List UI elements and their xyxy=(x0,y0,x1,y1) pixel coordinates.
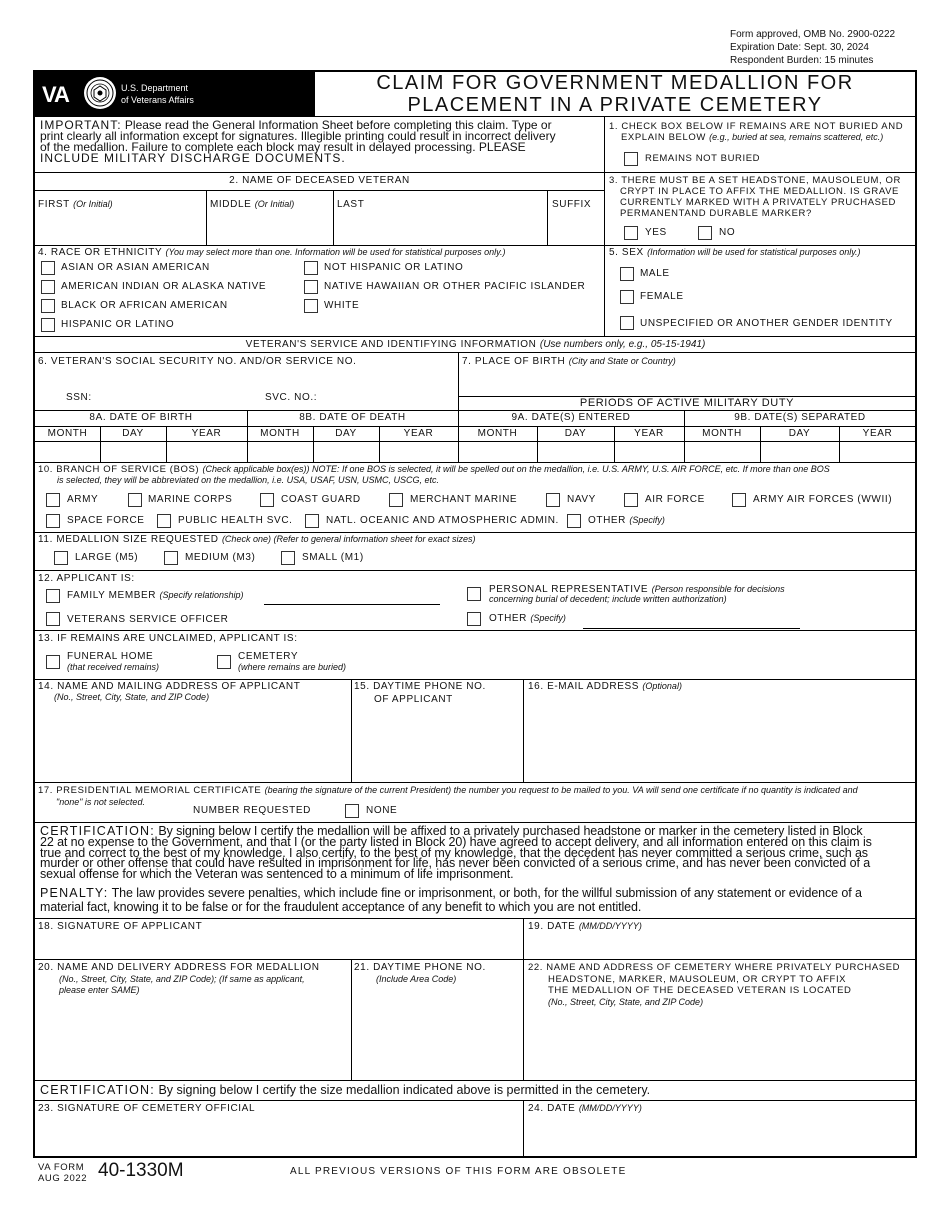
middle-name-input[interactable] xyxy=(210,215,334,243)
race-checkbox[interactable] xyxy=(41,280,55,294)
branch-space-force-checkbox[interactable] xyxy=(46,514,60,528)
rule xyxy=(35,410,916,411)
block17-note1: (bearing the signature of the current President) the number you request to be mailed to you. VA will send one certificate if no quantity is indicated and xyxy=(264,785,858,795)
branch-merchant-marine-checkbox[interactable] xyxy=(389,493,403,507)
branch-navy-checkbox[interactable] xyxy=(546,493,560,507)
cemetery-official-date-input[interactable] xyxy=(528,1118,916,1154)
block22-line1: 22. NAME AND ADDRESS OF CEMETERY WHERE PRIVATELY PURCHASED xyxy=(528,962,901,973)
svc-no-label: SVC. NO.: xyxy=(265,392,318,403)
middle-note: (Or Initial) xyxy=(254,199,295,209)
race-checkbox[interactable] xyxy=(41,261,55,275)
dates-separated-title: 9B. DATE(S) SEPARATED xyxy=(734,412,866,423)
penalty-label: PENALTY: xyxy=(40,886,109,900)
race-checkbox[interactable] xyxy=(304,280,318,294)
no-label: NO xyxy=(719,227,736,238)
block19-title xyxy=(528,921,642,932)
month-label: MONTH xyxy=(702,428,742,439)
separated-month-input[interactable] xyxy=(686,443,762,462)
rule xyxy=(35,959,916,960)
rule xyxy=(35,172,604,173)
service-number-input[interactable] xyxy=(320,386,458,408)
first-name-label xyxy=(38,199,113,210)
sex-male-checkbox[interactable] xyxy=(620,267,634,281)
race-checkbox[interactable] xyxy=(41,318,55,332)
death-day-input[interactable] xyxy=(315,443,381,462)
branch-label: NAVY xyxy=(567,494,596,505)
branch-label: ARMY xyxy=(67,494,99,505)
ssn-label: SSN: xyxy=(66,392,92,403)
branch-label: SPACE FORCE xyxy=(67,515,145,526)
rule xyxy=(35,190,604,191)
block4-label: 4. RACE OR ETHNICITY xyxy=(38,247,163,258)
obsolete-notice: ALL PREVIOUS VERSIONS OF THIS FORM ARE OBSOLETE xyxy=(290,1166,627,1177)
sex-option-label: MALE xyxy=(640,268,670,279)
block21-title: 21. DAYTIME PHONE NO. xyxy=(354,962,486,973)
delivery-phone-input[interactable] xyxy=(355,992,523,1016)
race-checkbox[interactable] xyxy=(304,261,318,275)
other-text: OTHER xyxy=(489,613,527,624)
branch-air-force-checkbox[interactable] xyxy=(624,493,638,507)
block12-title: 12. APPLICANT IS: xyxy=(38,573,135,584)
rule xyxy=(206,190,207,245)
day-label: DAY xyxy=(788,428,811,439)
branch-label: ARMY AIR FORCES (WWII) xyxy=(753,494,893,505)
family-note: (Specify relationship) xyxy=(159,590,244,600)
branch-label: PUBLIC HEALTH SVC. xyxy=(178,515,293,526)
block3-line4: PERMANENTAND DURABLE MARKER? xyxy=(620,208,812,219)
block13-title: 13. IF REMAINS ARE UNCLAIMED, APPLICANT IS: xyxy=(38,633,298,644)
va-logo-bar xyxy=(35,72,315,116)
rule xyxy=(523,918,524,1080)
separated-year-input[interactable] xyxy=(841,443,918,462)
branch-other-text: OTHER xyxy=(588,515,626,526)
applicant-phone-input[interactable] xyxy=(355,712,523,736)
first-note: (Or Initial) xyxy=(73,199,113,209)
race-option-label: AMERICAN INDIAN OR ALASKA NATIVE xyxy=(61,281,267,292)
branch-coast-guard-checkbox[interactable] xyxy=(260,493,274,507)
important-line4: INCLUDE MILITARY DISCHARGE DOCUMENTS. xyxy=(40,151,346,165)
dept-line2: of Veterans Affairs xyxy=(121,95,194,105)
first-label: FIRST xyxy=(38,199,70,210)
dates-entered-title: 9A. DATE(S) ENTERED xyxy=(511,412,631,423)
applicant-other-checkbox[interactable] xyxy=(467,612,481,626)
middle-label: MIDDLE xyxy=(210,199,252,210)
block17-note2: "none" is not selected. xyxy=(56,797,145,807)
branch-label: MERCHANT MARINE xyxy=(410,494,518,505)
block6-title: 6. VETERAN'S SOCIAL SECURITY NO. AND/OR SERVICE NO. xyxy=(38,356,357,367)
rule xyxy=(35,822,916,823)
certification-label: CERTIFICATION: xyxy=(40,824,155,838)
year-label: YEAR xyxy=(634,428,664,439)
rule xyxy=(35,1100,916,1101)
form-date: AUG 2022 xyxy=(38,1173,88,1184)
size-large-checkbox[interactable] xyxy=(54,551,68,565)
rule xyxy=(35,679,916,680)
branch-public-health-checkbox[interactable] xyxy=(157,514,171,528)
day-label: DAY xyxy=(335,428,357,439)
block1-line2: EXPLAIN BELOW xyxy=(621,132,706,143)
block5-label: 5. SEX xyxy=(609,247,644,258)
applicant-other-input[interactable] xyxy=(583,610,804,629)
rule xyxy=(35,352,916,353)
rule xyxy=(35,918,916,919)
branch-marine-corps-checkbox[interactable] xyxy=(128,493,142,507)
funeral-home-label: FUNERAL HOME xyxy=(67,651,154,662)
race-option-label: NATIVE HAWAIIAN OR OTHER PACIFIC ISLANDER xyxy=(324,281,586,292)
month-label: MONTH xyxy=(477,428,518,439)
block3-line3: CURRENTLY MARKED WITH A PRIVATELY PRUCHASED xyxy=(620,197,897,208)
rule xyxy=(35,1080,916,1081)
rep-note2: concerning burial of decedent; include written authorization) xyxy=(489,594,727,604)
cemetery-address-input[interactable] xyxy=(528,1012,916,1080)
rule xyxy=(523,679,524,782)
size-small-checkbox[interactable] xyxy=(281,551,295,565)
race-option-label: BLACK OR AFRICAN AMERICAN xyxy=(61,300,228,311)
month-label: MONTH xyxy=(47,428,88,439)
rule xyxy=(523,1100,524,1156)
race-checkbox[interactable] xyxy=(304,299,318,313)
block19-note: (MM/DD/YYYY) xyxy=(578,921,642,931)
expiration-date: Expiration Date: Sept. 30, 2024 xyxy=(730,42,869,53)
block11-note: (Check one) (Refer to general information sheet for exact sizes) xyxy=(221,534,476,544)
sex-female-checkbox[interactable] xyxy=(620,290,634,304)
applicant-date-input[interactable] xyxy=(528,934,916,958)
block1-label-line2 xyxy=(621,132,883,143)
service-title-text: VETERAN'S SERVICE AND IDENTIFYING INFORMATION xyxy=(245,339,537,350)
rule xyxy=(35,630,916,631)
applicant-signature-field[interactable] xyxy=(38,934,518,956)
form-title-line1: CLAIM FOR GOVERNMENT MEDALLION FOR xyxy=(376,72,854,94)
race-option-label: WHITE xyxy=(324,300,360,311)
year-label: YEAR xyxy=(191,428,222,439)
periods-title: PERIODS OF ACTIVE MILITARY DUTY xyxy=(579,397,795,409)
va-mark: VA xyxy=(42,82,69,107)
death-year-input[interactable] xyxy=(381,443,460,462)
separated-day-input[interactable] xyxy=(762,443,841,462)
block7-label: 7. PLACE OF BIRTH xyxy=(462,356,566,367)
size-label: SMALL (M1) xyxy=(302,552,364,563)
block22-note: (No., Street, City, State, and ZIP Code) xyxy=(548,996,704,1007)
month-label: MONTH xyxy=(260,428,300,439)
day-label: DAY xyxy=(564,428,587,439)
block7-note: (City and State or Country) xyxy=(568,356,676,366)
race-option-label: ASIAN OR ASIAN AMERICAN xyxy=(61,262,210,273)
cemetery-label: CEMETERY xyxy=(238,651,299,662)
omb-number: Form approved, OMB No. 2900-0222 xyxy=(730,29,896,40)
applicant-representative-checkbox[interactable] xyxy=(467,587,481,601)
block7-title xyxy=(462,356,676,367)
block20-title: 20. NAME AND DELIVERY ADDRESS FOR MEDALLION xyxy=(38,962,320,973)
rule xyxy=(604,172,916,173)
birth-year-input[interactable] xyxy=(168,443,249,462)
branch-other-note: (Specify) xyxy=(629,515,665,525)
block19-label: 19. DATE xyxy=(528,921,576,932)
certification-line3: true and correct to the best of my knowledge. I also certify, to the best of my knowledge, that the decedent has never committed a serious crime, such as xyxy=(40,845,868,860)
important-line3: of the medallion. Failure to complete each block may result in delayed processing. PLEASE xyxy=(40,140,526,154)
block20-note2: please enter SAME) xyxy=(59,985,140,995)
rule xyxy=(35,245,916,246)
important-line2: print clearly all information except for signatures. Illegible printing could result in incorrect delivery xyxy=(40,129,556,143)
rule xyxy=(35,336,916,337)
branch-other-label xyxy=(588,515,665,526)
block4-title xyxy=(38,247,505,258)
block3-question xyxy=(609,175,901,219)
family-text: FAMILY MEMBER xyxy=(67,590,157,601)
block11-label: 11. MEDALLION SIZE REQUESTED xyxy=(38,534,219,545)
block10-note-line1: (Check applicable box(es)) NOTE: If one BOS is selected, it will be spelled out on the medallion, i.e. U.S. ARMY, U.S. AIR FORCE, etc. If more than one BOS xyxy=(202,464,830,474)
block16-title xyxy=(528,681,682,692)
rule xyxy=(35,441,916,442)
block24-title xyxy=(528,1103,642,1114)
block16-label: 16. E-MAIL ADDRESS xyxy=(528,681,640,692)
branch-army-checkbox[interactable] xyxy=(46,493,60,507)
delivery-address-input[interactable] xyxy=(38,1000,350,1080)
rule xyxy=(35,570,916,571)
year-label: YEAR xyxy=(403,428,434,439)
sex-unspecified-checkbox[interactable] xyxy=(620,316,634,330)
block14-note: (No., Street, City, State, and ZIP Code) xyxy=(54,692,210,702)
form-number: 40-1330M xyxy=(98,1160,184,1181)
rule xyxy=(35,782,916,783)
penalty-text xyxy=(40,886,914,914)
block23-title: 23. SIGNATURE OF CEMETERY OFFICIAL xyxy=(38,1103,256,1114)
sex-option-label: UNSPECIFIED OR ANOTHER GENDER IDENTITY xyxy=(640,318,893,329)
block20-note1: (No., Street, City, State, and ZIP Code); (If same as applicant, xyxy=(59,974,305,984)
entered-year-input[interactable] xyxy=(616,443,686,462)
applicant-email-input[interactable] xyxy=(528,712,916,736)
rep-note1: (Person responsible for decisions xyxy=(651,584,785,594)
certification-line2: 22 at no expense to the Government, and that I (or the party listed in Block 20) have agreed to accept delivery, and all information entered on this claim is xyxy=(40,834,872,849)
block3-line2: CRYPT IN PLACE TO AFFIX THE MEDALLION. IS GRAVE xyxy=(620,186,899,197)
year-label: YEAR xyxy=(862,428,893,439)
rule xyxy=(351,959,352,1080)
block11-title xyxy=(38,534,476,545)
rule xyxy=(547,190,548,245)
race-option-label: HISPANIC OR LATINO xyxy=(61,319,175,330)
block10-title xyxy=(38,464,830,475)
other-note: (Specify) xyxy=(530,613,566,623)
ssn-input[interactable] xyxy=(100,386,244,408)
penalty-line1: The law provides severe penalties, which include fine or imprisonment, or both, for the willful submission of any statement or evidence of a xyxy=(111,886,862,900)
branch-noaa-checkbox[interactable] xyxy=(305,514,319,528)
certification2-label: CERTIFICATION: xyxy=(40,1083,155,1097)
death-month-input[interactable] xyxy=(249,443,315,462)
size-label: LARGE (M5) xyxy=(75,552,139,563)
branch-label: AIR FORCE xyxy=(645,494,705,505)
remains-not-buried-label: REMAINS NOT BURIED xyxy=(645,153,761,164)
certificate-none-checkbox[interactable] xyxy=(345,804,359,818)
number-requested-label: NUMBER REQUESTED xyxy=(193,805,311,816)
omb-info xyxy=(730,28,895,67)
respondent-burden: Respondent Burden: 15 minutes xyxy=(730,55,874,66)
branch-army-air-forces-checkbox[interactable] xyxy=(732,493,746,507)
relationship-input[interactable] xyxy=(264,586,444,605)
unclaimed-funeral-home-checkbox[interactable] xyxy=(46,655,60,669)
form-label: VA FORM xyxy=(38,1162,85,1173)
branch-other-checkbox[interactable] xyxy=(567,514,581,528)
grave-marked-no-checkbox[interactable] xyxy=(698,226,712,240)
remains-not-buried-checkbox[interactable] xyxy=(624,152,638,166)
branch-label: NATL. OCEANIC AND ATMOSPHERIC ADMIN. xyxy=(326,515,559,526)
rule xyxy=(35,426,916,427)
applicant-other-label xyxy=(489,613,566,624)
block1-label-line1: 1. CHECK BOX BELOW IF REMAINS ARE NOT BURIED AND xyxy=(609,121,904,132)
race-option-label: NOT HISPANIC OR LATINO xyxy=(324,262,464,273)
date-of-death-title: 8B. DATE OF DEATH xyxy=(299,412,406,423)
service-title xyxy=(35,339,916,350)
block15-line2: OF APPLICANT xyxy=(374,694,453,705)
block17-title xyxy=(38,785,858,796)
unclaimed-cemetery-checkbox[interactable] xyxy=(217,655,231,669)
certification-line1: By signing below I certify the medallion will be affixed to a privately purchased headstone or marker in the cemetery listed in Block xyxy=(158,824,863,838)
applicant-family-checkbox[interactable] xyxy=(46,589,60,603)
family-member-label xyxy=(67,590,244,601)
block3-line1: 3. THERE MUST BE A SET HEADSTONE, MAUSOLEUM, OR xyxy=(609,175,901,186)
cemetery-note: (where remains are buried) xyxy=(238,662,347,672)
place-of-birth-input[interactable] xyxy=(462,370,916,394)
block22-line3: THE MEDALLION OF THE DECEASED VETERAN IS LOCATED xyxy=(548,985,852,996)
last-name-input[interactable] xyxy=(337,215,547,243)
block21-note: (Include Area Code) xyxy=(376,974,457,984)
grave-marked-yes-checkbox[interactable] xyxy=(624,226,638,240)
race-checkbox[interactable] xyxy=(41,299,55,313)
block1-note: (e.g., buried at sea, remains scattered, etc.) xyxy=(709,132,884,142)
last-name-label: LAST xyxy=(337,199,365,210)
branch-label: COAST GUARD xyxy=(281,494,361,505)
form-title-line2: PLACEMENT IN A PRIVATE CEMETERY xyxy=(407,94,823,116)
vso-label: VETERANS SERVICE OFFICER xyxy=(67,614,229,625)
applicant-address-input[interactable] xyxy=(38,706,350,782)
sex-option-label: FEMALE xyxy=(640,291,684,302)
rep-text: PERSONAL REPRESENTATIVE xyxy=(489,584,649,595)
block10-label: 10. BRANCH OF SERVICE (BOS) xyxy=(38,464,200,475)
entered-day-input[interactable] xyxy=(539,443,616,462)
block24-note: (MM/DD/YYYY) xyxy=(578,1103,642,1113)
entered-month-input[interactable] xyxy=(460,443,539,462)
birth-day-input[interactable] xyxy=(102,443,168,462)
block24-label: 24. DATE xyxy=(528,1103,576,1114)
none-label: NONE xyxy=(366,805,398,816)
block15-line1: 15. DAYTIME PHONE NO. xyxy=(354,681,486,692)
certification-line4: murder or other offense that could have resulted in imprisonment for life, has never been convicted of a serious crime, and has never been convicted of a xyxy=(40,856,871,871)
dept-line1: U.S. Department xyxy=(121,83,189,93)
block18-title: 18. SIGNATURE OF APPLICANT xyxy=(38,921,203,932)
block4-note: (You may select more than one. Information will be used for statistical purposes only.) xyxy=(165,247,506,257)
block5-title xyxy=(609,247,861,258)
funeral-home-note: (that received remains) xyxy=(67,662,160,672)
certification-line5: sexual offense for which the Veteran was sentenced to a minimum of life imprisonment. xyxy=(40,867,514,882)
size-label: MEDIUM (M3) xyxy=(185,552,256,563)
block14-title: 14. NAME AND MAILING ADDRESS OF APPLICANT xyxy=(38,681,301,692)
va-seal-icon xyxy=(83,76,117,110)
certification2-body: By signing below I certify the size medallion indicated above is permitted in the cemetery. xyxy=(158,1083,651,1097)
certification2-text xyxy=(40,1083,650,1097)
block22-title xyxy=(528,962,900,1008)
rule xyxy=(35,462,916,463)
important-notice xyxy=(40,120,600,164)
block10-note-line2: is selected, they will be abbreviated on the medallion, i.e. USA, USAF, USN, USMC, USCG, etc. xyxy=(57,475,439,485)
first-name-input[interactable] xyxy=(38,215,206,243)
block22-line2: HEADSTONE, MARKER, MAUSOLEUM, OR CRYPT TO AFFIX xyxy=(548,973,847,985)
block16-note: (Optional) xyxy=(642,681,682,691)
rule xyxy=(35,532,916,533)
suffix-label: SUFFIX xyxy=(552,199,592,210)
middle-name-label xyxy=(210,199,294,210)
branch-label: MARINE CORPS xyxy=(148,494,233,505)
penalty-line2: material fact, knowing it to be false or for the fraudulent acceptance of any benefit to which you are not entitled. xyxy=(40,900,642,914)
important-label: IMPORTANT: xyxy=(40,118,122,132)
rule xyxy=(35,116,916,117)
important-line1: Please read the General Information Sheet before completing this claim. Type or xyxy=(124,118,552,132)
block2-title: 2. NAME OF DECEASED VETERAN xyxy=(229,175,410,186)
certificate-quantity-input[interactable] xyxy=(320,801,344,821)
birth-month-input[interactable] xyxy=(37,443,102,462)
applicant-vso-checkbox[interactable] xyxy=(46,612,60,626)
day-label: DAY xyxy=(122,428,144,439)
rule xyxy=(351,679,352,782)
suffix-input[interactable] xyxy=(551,215,605,243)
certification-text xyxy=(40,826,914,880)
block5-note: (Information will be used for statistical purposes only.) xyxy=(647,247,861,257)
yes-label: YES xyxy=(645,227,667,238)
date-of-birth-title: 8A. DATE OF BIRTH xyxy=(89,412,193,423)
block17-label: 17. PRESIDENTIAL MEMORIAL CERTIFICATE xyxy=(38,785,262,796)
cemetery-official-signature-field[interactable] xyxy=(38,1118,518,1152)
size-medium-checkbox[interactable] xyxy=(164,551,178,565)
service-title-note: (Use numbers only, e.g., 05-15-1941) xyxy=(539,339,706,350)
